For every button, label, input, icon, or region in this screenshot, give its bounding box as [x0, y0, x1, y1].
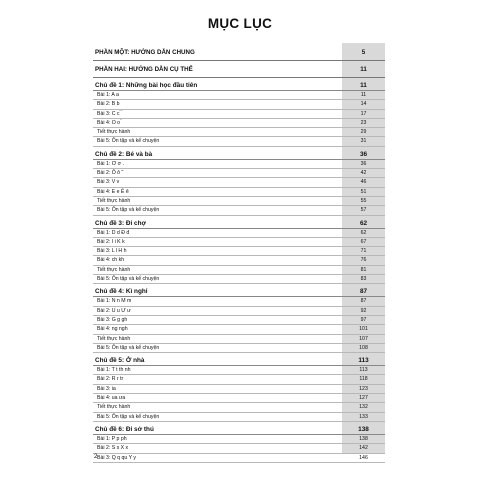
toc-lesson-row[interactable]	[93, 444, 385, 453]
toc-lesson-page: 138	[359, 435, 368, 442]
toc-lesson-row[interactable]	[93, 266, 385, 275]
toc-topic-page: 87	[359, 288, 368, 296]
toc-lesson-page: 81	[360, 266, 367, 273]
toc-lesson-row[interactable]	[93, 366, 385, 375]
toc-lesson-row[interactable]	[93, 335, 385, 344]
toc-lesson-label: Tiết thực hành	[97, 266, 131, 273]
toc-lesson-page: 29	[360, 129, 367, 136]
toc-lesson-page: 83	[360, 276, 367, 283]
toc-lesson-page: 101	[359, 326, 368, 333]
toc-part-row[interactable]	[93, 44, 385, 61]
toc-topic-label: Chủ đề 6: Đi sở thú	[95, 425, 154, 433]
toc-lesson-label: Tiết thực hành	[97, 129, 131, 136]
toc-lesson-label: Bài 3: L l H h	[97, 248, 127, 255]
toc-lesson-row[interactable]	[93, 297, 385, 306]
toc-topic-page: 113	[358, 357, 369, 365]
toc-lesson-row[interactable]	[93, 403, 385, 412]
toc-lesson-label: Tiết thực hành	[97, 335, 131, 342]
toc-lesson-row[interactable]	[93, 100, 385, 109]
toc-lesson-label: Bài 2: U u Ư ư	[97, 307, 131, 314]
toc-lesson-row[interactable]	[93, 238, 385, 247]
toc-lesson-row[interactable]	[93, 169, 385, 178]
toc-lesson-page: 11	[360, 92, 367, 98]
toc-lesson-page: 57	[360, 207, 367, 214]
toc-lesson-row[interactable]	[93, 256, 385, 265]
toc-lesson-row[interactable]	[93, 137, 385, 146]
toc-lesson-page: 107	[359, 335, 368, 342]
toc-lesson-label: Bài 5: Ôn tập và kể chuyện	[97, 413, 160, 420]
toc-lesson-label: Bài 1: A a	[97, 92, 119, 98]
toc-topic-page: 11	[360, 82, 367, 89]
toc-part-label: PHẦN MỘT: HƯỚNG DẪN CHUNG	[95, 49, 195, 56]
toc-lesson-row[interactable]	[93, 454, 385, 463]
toc-lesson-label: Bài 1: Ơ ơ .	[97, 160, 124, 167]
toc-lesson-page: 108	[359, 344, 368, 351]
table-of-contents	[93, 44, 385, 463]
toc-topic-label: Chủ đề 3: Đi chợ	[95, 219, 147, 227]
toc-lesson-page: 67	[360, 238, 367, 245]
toc-topic-row[interactable]	[93, 287, 385, 297]
toc-lesson-page: 146	[359, 454, 368, 461]
toc-lesson-page: 71	[360, 248, 367, 255]
toc-part-label: PHẦN HAI: HƯỚNG DẪN CỤ THỂ	[95, 66, 193, 73]
toc-lesson-page: 132	[359, 404, 368, 411]
toc-part-row[interactable]	[93, 61, 385, 78]
toc-lesson-row[interactable]	[93, 188, 385, 197]
toc-topic-row[interactable]	[93, 356, 385, 366]
toc-lesson-label: Bài 2: R r tr	[97, 376, 124, 383]
page-title: MỤC LỤC	[207, 16, 273, 31]
page-number: 2	[94, 454, 98, 460]
toc-lesson-page: 23	[360, 119, 367, 126]
toc-part-page: 11	[360, 66, 367, 73]
toc-part-page: 5	[361, 49, 366, 56]
toc-lesson-page: 113	[359, 367, 368, 374]
toc-lesson-label: Bài 2: Ô ô ̃	[97, 170, 122, 177]
toc-topic-page: 62	[359, 219, 368, 227]
toc-lesson-label: Bài 1: N n M m	[97, 298, 132, 305]
toc-lesson-row[interactable]	[93, 229, 385, 238]
toc-topic-row[interactable]	[93, 150, 385, 160]
toc-lesson-row[interactable]	[93, 275, 385, 284]
toc-lesson-row[interactable]	[93, 110, 385, 119]
toc-topic-page: 138	[358, 425, 369, 433]
toc-lesson-row[interactable]	[93, 385, 385, 394]
toc-lesson-label: Bài 1: P p ph	[97, 435, 127, 442]
toc-lesson-label: Bài 4: E e Ê ê	[97, 188, 129, 195]
toc-lesson-label: Bài 4: O o ̉	[97, 119, 122, 126]
toc-lesson-label: Bài 3: V v	[97, 179, 120, 186]
toc-lesson-row[interactable]	[93, 128, 385, 137]
toc-lesson-row[interactable]	[93, 435, 385, 444]
toc-lesson-row[interactable]	[93, 178, 385, 187]
toc-lesson-page: 51	[360, 188, 367, 195]
toc-lesson-label: Bài 1: T t th nh	[97, 367, 131, 374]
toc-lesson-label: Bài 1: D d Đ đ	[97, 229, 130, 236]
toc-lesson-row[interactable]	[93, 316, 385, 325]
toc-lesson-row[interactable]	[93, 394, 385, 403]
toc-lesson-page: 142	[359, 445, 368, 452]
toc-lesson-page: 92	[360, 307, 367, 314]
toc-lesson-label: Bài 5: Ôn tập và kể chuyện	[97, 276, 160, 283]
toc-lesson-row[interactable]	[93, 197, 385, 206]
toc-lesson-page: 118	[359, 376, 368, 383]
toc-lesson-row[interactable]	[93, 344, 385, 353]
toc-topic-page: 36	[359, 150, 368, 158]
toc-lesson-page: 36	[360, 160, 367, 167]
toc-topic-label: Chủ đề 2: Bé và bà	[95, 150, 153, 158]
toc-lesson-label: Tiết thực hành	[97, 197, 131, 204]
toc-lesson-page: 31	[360, 138, 367, 145]
toc-lesson-label: Bài 2: S s X x	[97, 445, 129, 452]
toc-lesson-label: Bài 5: Ôn tập và kể chuyện	[97, 138, 160, 145]
toc-topic-row[interactable]	[93, 425, 385, 435]
toc-topic-row[interactable]	[93, 81, 385, 91]
toc-lesson-page: 62	[360, 229, 367, 236]
toc-lesson-row[interactable]	[93, 160, 385, 169]
toc-lesson-row[interactable]	[93, 375, 385, 384]
toc-lesson-page: 46	[360, 179, 367, 186]
toc-lesson-label: Bài 3: G g gh	[97, 316, 128, 323]
toc-lesson-row[interactable]	[93, 206, 385, 215]
toc-topic-label: Chủ đề 5: Ở nhà	[95, 357, 145, 365]
toc-topic-label: Chủ đề 1: Những bài học đầu tiên	[95, 82, 198, 89]
toc-lesson-page: 133	[359, 413, 368, 420]
toc-lesson-page: 14	[360, 101, 367, 108]
toc-lesson-label: Bài 4: ua ưa	[97, 395, 126, 402]
toc-lesson-label: Bài 3: C c ̀ ́	[97, 110, 123, 117]
toc-lesson-label: Bài 4: ng ngh	[97, 326, 128, 333]
toc-lesson-label: Tiết thực hành	[97, 404, 131, 411]
toc-lesson-label: Bài 3: Q q qu Y y	[97, 454, 137, 461]
toc-lesson-page: 123	[359, 385, 368, 392]
toc-topic-row[interactable]	[93, 219, 385, 229]
toc-lesson-row[interactable]	[93, 325, 385, 334]
toc-lesson-page: 127	[359, 395, 368, 402]
toc-lesson-label: Bài 5: Ôn tập và kể chuyện	[97, 207, 160, 214]
toc-lesson-page: 87	[360, 298, 367, 305]
toc-lesson-row[interactable]	[93, 119, 385, 128]
toc-lesson-row[interactable]	[93, 307, 385, 316]
toc-lesson-label: Bài 2: B b	[97, 101, 120, 108]
toc-lesson-page: 42	[360, 170, 367, 177]
toc-lesson-label: Bài 3: ia	[97, 385, 116, 392]
toc-topic-label: Chủ đề 4: Kì nghỉ	[95, 288, 148, 296]
toc-lesson-page: 55	[360, 197, 367, 204]
toc-lesson-label: Bài 4: ch kh	[97, 257, 125, 264]
toc-lesson-label: Bài 2: I i K k	[97, 238, 125, 245]
toc-lesson-row[interactable]	[93, 91, 385, 100]
toc-lesson-label: Bài 5: Ôn tập và kể chuyện	[97, 344, 160, 351]
toc-lesson-page: 17	[360, 110, 367, 117]
toc-lesson-page: 97	[360, 316, 367, 323]
toc-lesson-page: 76	[360, 257, 367, 264]
toc-lesson-row[interactable]	[93, 247, 385, 256]
toc-lesson-row[interactable]	[93, 413, 385, 422]
